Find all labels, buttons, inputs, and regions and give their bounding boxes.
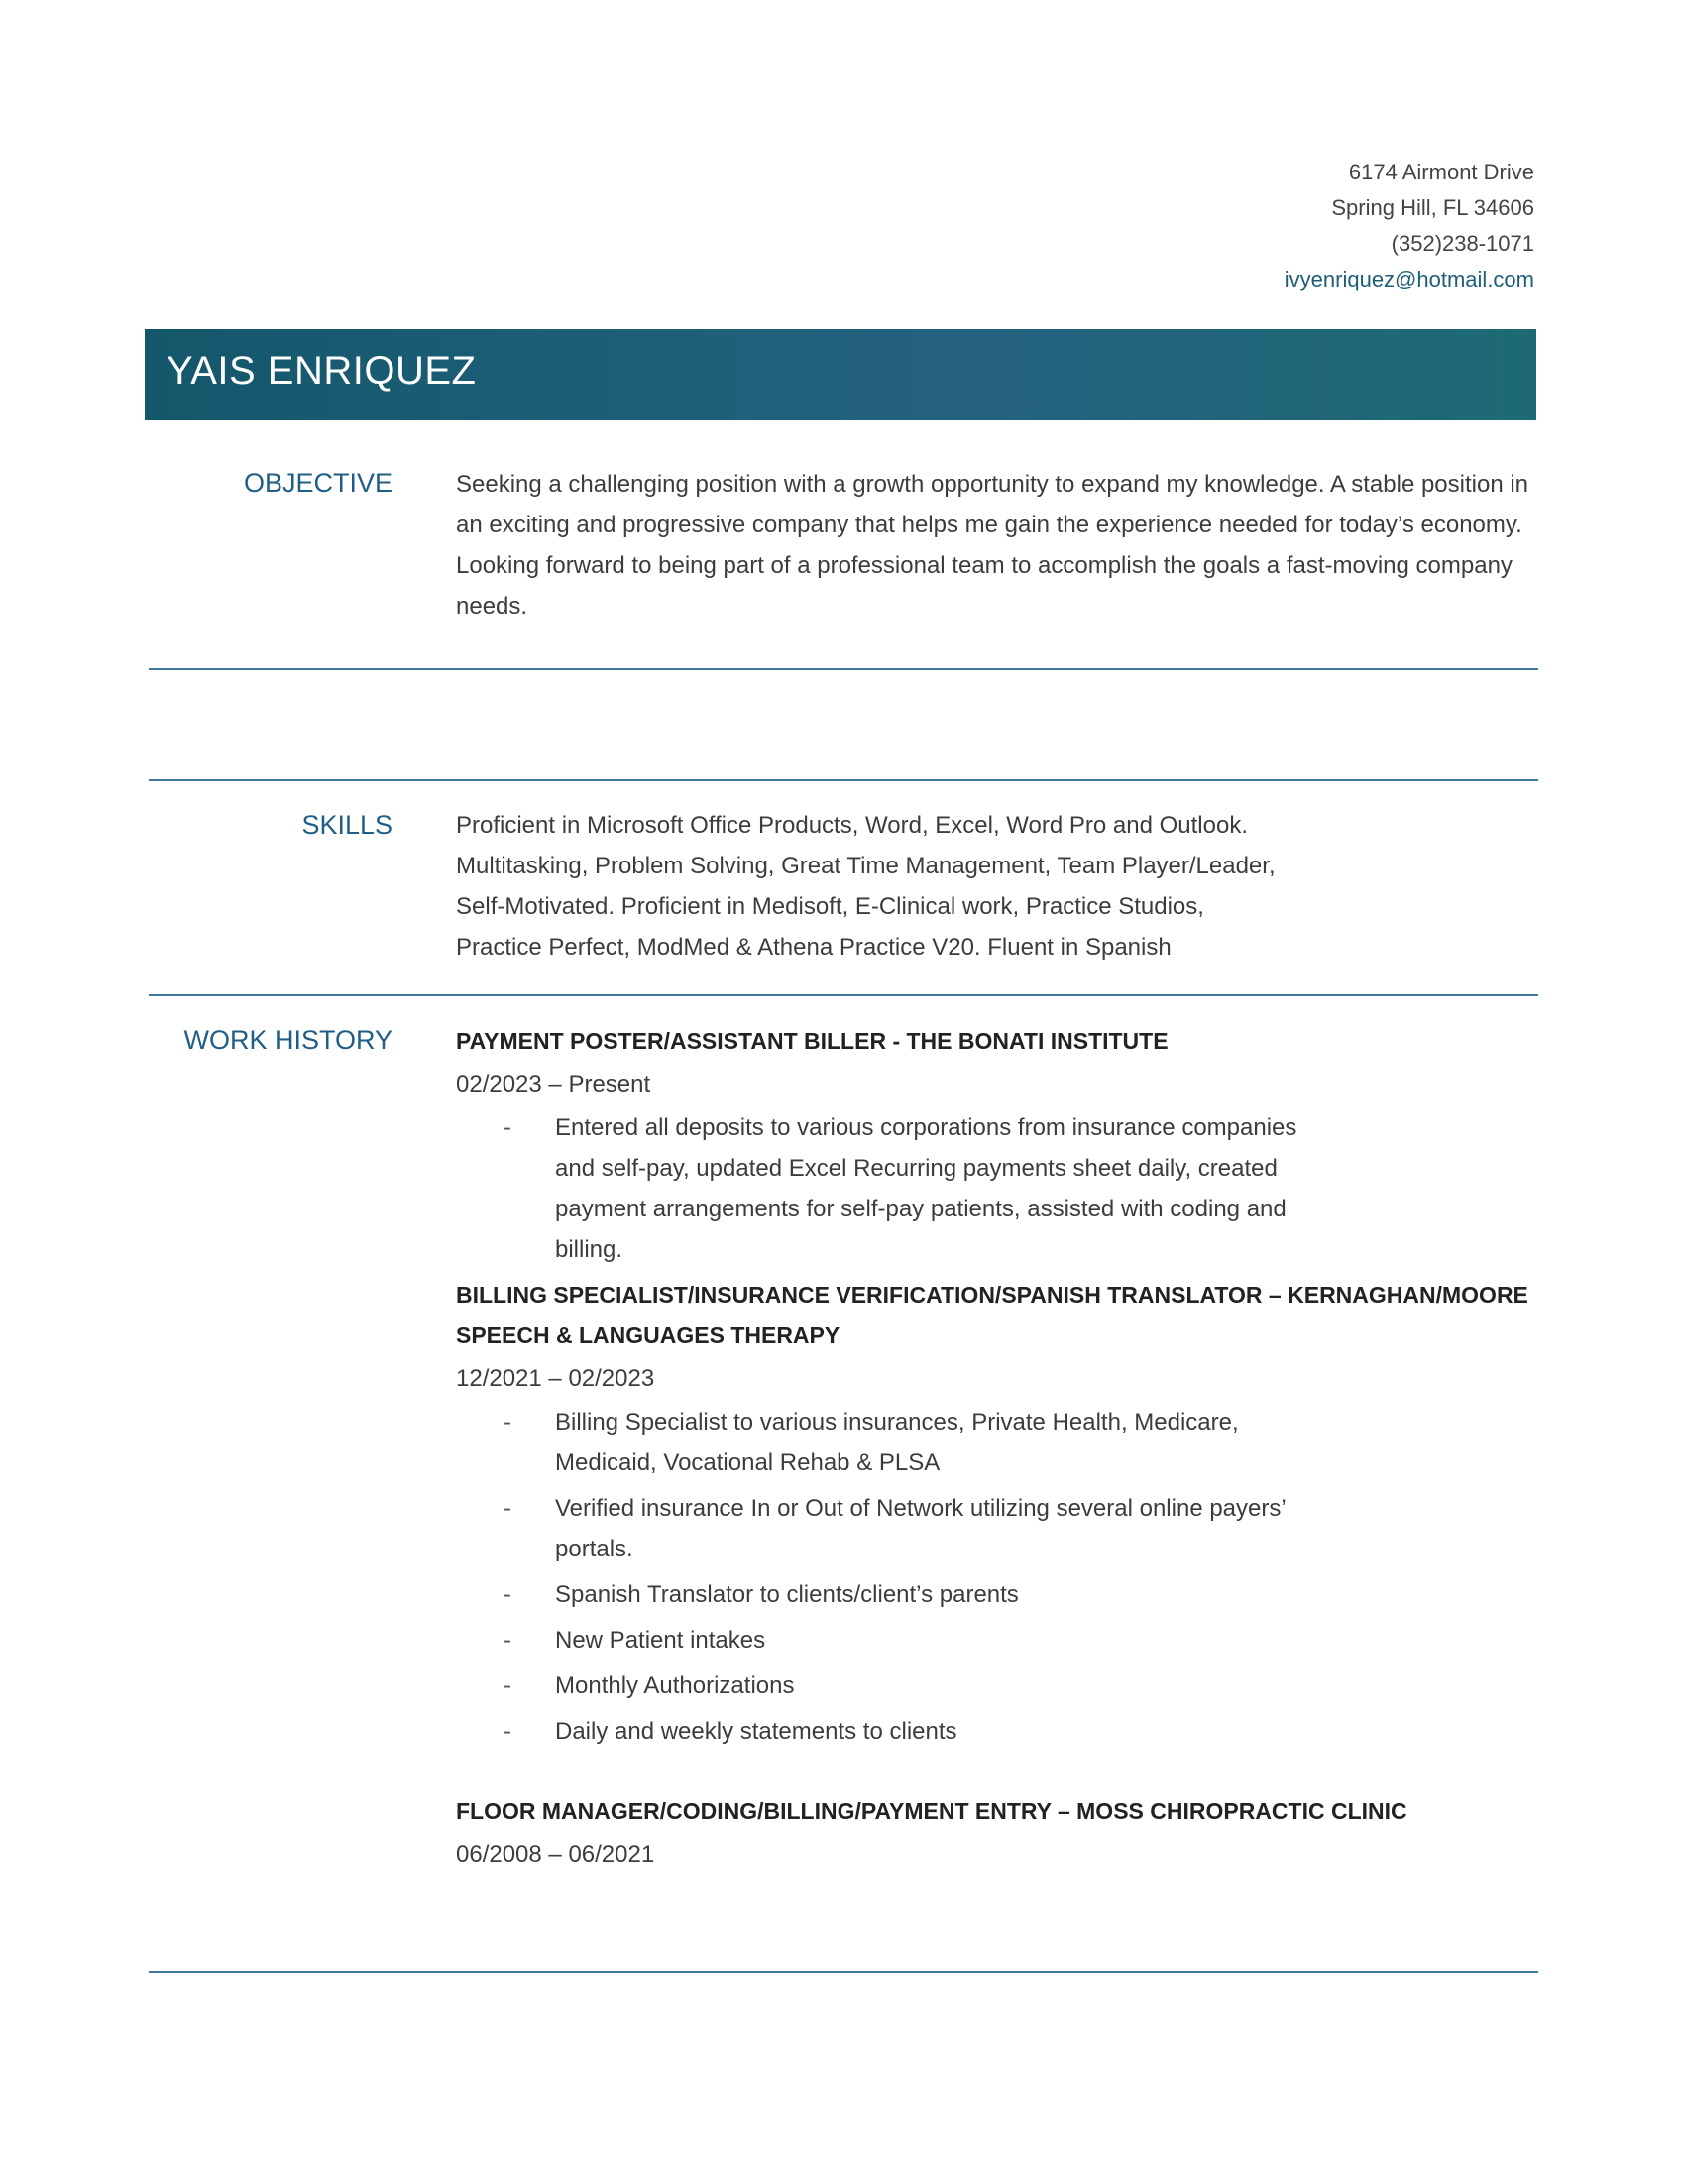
job-dates: 12/2021 – 02/2023 (456, 1365, 655, 1392)
job-duties (456, 1107, 1308, 1270)
contact-email-link[interactable]: ivyenriquez@hotmail.com (1284, 267, 1534, 291)
job-duty-text: Monthly Authorizations (555, 1672, 795, 1699)
bullet-dash: - (504, 1114, 511, 1141)
section-divider (149, 1971, 1538, 1973)
job-duty (504, 1488, 1308, 1569)
job-duty-text: Daily and weekly statements to clients (555, 1718, 957, 1745)
contact-block (1285, 155, 1534, 297)
bullet-dash: - (504, 1581, 511, 1608)
skills-text (456, 805, 1538, 968)
contact-street: 6174 Airmont Drive (1348, 160, 1534, 184)
job-duty (504, 1620, 1308, 1661)
job-duty-text: Billing Specialist to various insurances, Private Health, Medicare, Medicaid, Vocational Rehab & PLSA (555, 1409, 1239, 1476)
skills-line: Practice Perfect, ModMed & Athena Practice V20. Fluent in Spanish (456, 934, 1172, 961)
job-duty (504, 1402, 1308, 1483)
bullet-dash: - (504, 1627, 511, 1654)
section-divider (149, 668, 1538, 670)
bullet-dash: - (504, 1495, 511, 1522)
section-divider (149, 779, 1538, 781)
job-title: BILLING SPECIALIST/INSURANCE VERIFICATION/SPANISH TRANSLATOR – KERNAGHAN/MOORE SPEECH & LANGUAGES THERAPY (456, 1282, 1528, 1348)
job-duty-text: Verified insurance In or Out of Network utilizing several online payers’ portals. (555, 1495, 1286, 1562)
job-duty (504, 1107, 1308, 1270)
objective-heading: OBJECTIVE (243, 468, 392, 498)
skills-line: Multitasking, Problem Solving, Great Time Management, Team Player/Leader, (456, 853, 1276, 879)
candidate-name: YAIS ENRIQUEZ (167, 349, 477, 393)
job-duty (504, 1666, 1308, 1706)
job-duty-text: Spanish Translator to clients/client’s parents (555, 1581, 1019, 1608)
contact-city: Spring Hill, FL 34606 (1331, 195, 1534, 220)
work-history-heading: WORK HISTORY (183, 1025, 392, 1055)
job-title: PAYMENT POSTER/ASSISTANT BILLER - THE BONATI INSTITUTE (456, 1028, 1169, 1054)
job-duty (504, 1711, 1308, 1752)
job-duties (456, 1402, 1308, 1752)
job-dates: 06/2008 – 06/2021 (456, 1841, 655, 1868)
work-history-list (456, 1021, 1538, 1878)
job-dates: 02/2023 – Present (456, 1071, 651, 1097)
bullet-dash: - (504, 1718, 511, 1745)
job-entry (456, 1791, 1538, 1878)
job-duty-text: Entered all deposits to various corporations from insurance companies and self-pay, updated Excel Recurring payments sheet daily, created payment arrangements for self-pay patients, assisted with coding and billing. (555, 1114, 1297, 1263)
skills-line: Self-Motivated. Proficient in Medisoft, E-Clinical work, Practice Studios, (456, 893, 1204, 920)
contact-phone: (352)238-1071 (1391, 231, 1534, 256)
job-entry (456, 1021, 1538, 1270)
skills-line: Proficient in Microsoft Office Products, Word, Excel, Word Pro and Outlook. (456, 812, 1248, 839)
objective-text: Seeking a challenging position with a growth opportunity to expand my knowledge. A stable position in an exciting and progressive company that helps me gain the experience needed for today’s economy. Looking forward to being part of a professional team to accomplish the goals a fast-moving company needs. (456, 471, 1529, 620)
bullet-dash: - (504, 1409, 511, 1436)
name-banner (145, 329, 1536, 420)
job-duty-text: New Patient intakes (555, 1627, 766, 1654)
section-divider (149, 994, 1538, 996)
skills-heading: SKILLS (301, 810, 392, 840)
job-duty (504, 1574, 1308, 1615)
job-entry (456, 1275, 1538, 1752)
job-title: FLOOR MANAGER/CODING/BILLING/PAYMENT ENTRY – MOSS CHIROPRACTIC CLINIC (456, 1798, 1407, 1824)
bullet-dash: - (504, 1672, 511, 1699)
